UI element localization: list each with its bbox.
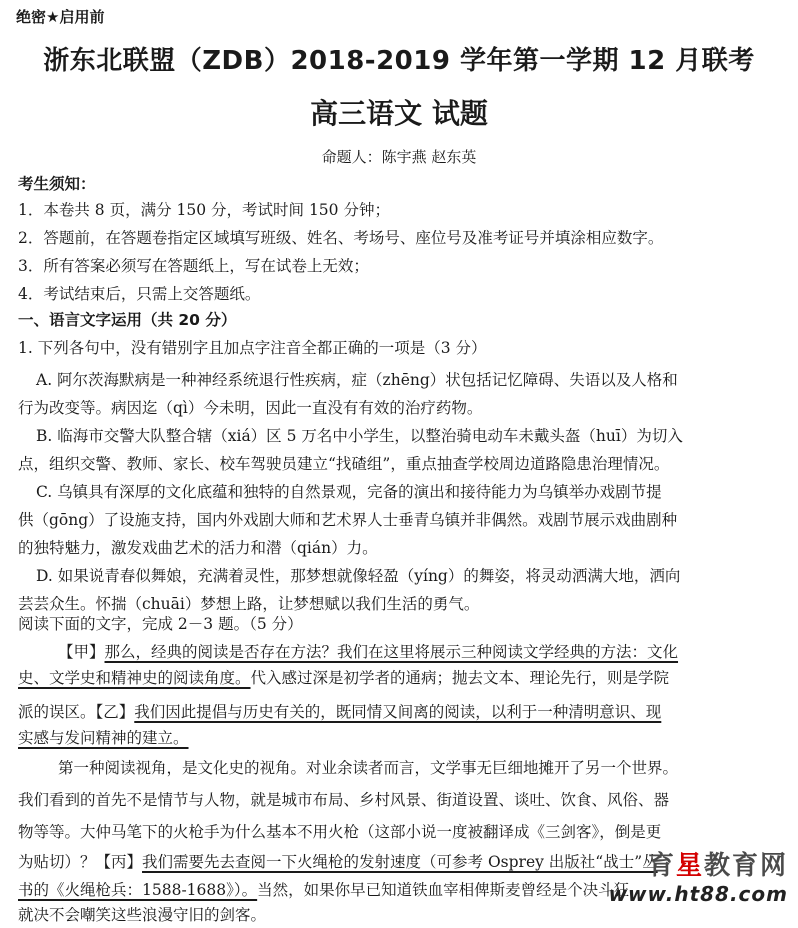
passage-line	[18, 700, 661, 722]
option-c-line3: 的独特魅力，激发戏曲艺术的活力和潜（qián）力。	[18, 539, 378, 557]
underlined-sentence-jia: 那么，经典的阅读是否存在方法？我们在这里将展示三种阅读文学经典的方法：文化	[104, 643, 679, 661]
passage-line	[18, 726, 189, 748]
passage-text: 派的误区。	[18, 703, 96, 721]
site-watermark	[609, 845, 788, 906]
underlined-sentence-jia-end: 史、文学史和精神史的阅读角度。	[18, 669, 251, 687]
option-a-line2: 行为改变等。病因迄（qì）今未明，因此一直没有有效的治疗药物。	[18, 399, 483, 417]
passage-text: 当然，如果你早已知道铁血宰相俾斯麦曾经是个决斗狂	[257, 881, 630, 899]
marker-bing: 【丙】	[95, 853, 143, 871]
underlined-sentence-yi-end: 实感与发问精神的建立。	[18, 729, 189, 747]
option-a-line1: A. 阿尔茨海默病是一种神经系统退行性疾病，症（zhēng）状包括记忆障碍、失语以及人格和	[36, 371, 678, 389]
watermark-url: www.ht88.com	[608, 882, 788, 906]
section-heading: 一、语言文字运用（共 20 分）	[18, 311, 237, 329]
notice-item: 1．本卷共 8 页，满分 150 分，考试时间 150 分钟；	[18, 201, 390, 219]
marker-yi: 【乙】	[95, 703, 135, 721]
option-b-line1: B. 临海市交警大队整合辖（xiá）区 5 万名中小学生，以整治骑电动车未戴头盔（huī）为切入	[36, 427, 683, 445]
underlined-sentence-bing-end: 书的《火绳枪兵：1588-1688》）。	[18, 881, 258, 899]
notice-item: 3．所有答案必须写在答题纸上，写在试卷上无效；	[18, 257, 369, 275]
author-line: 命题人：陈宇燕 赵东英	[321, 148, 477, 166]
passage-line	[18, 850, 658, 872]
confidential-label: 绝密★启用前	[16, 8, 105, 26]
reading-intro: 阅读下面的文字，完成 2－3 题。（5 分）	[18, 615, 303, 633]
notice-item: 2．答题前，在答题卷指定区域填写班级、姓名、考场号、座位号及准考证号并填涂相应数字。	[18, 229, 664, 247]
option-c-line2: 供（gōng）了设施支持，国内外戏剧大师和艺术界人士垂青乌镇并非偶然。戏剧节展示戏曲剧种	[18, 511, 678, 529]
passage-line	[18, 666, 669, 688]
passage-text: 代入感过深是初学者的通病；抛去文本、理论先行，则是学院	[250, 669, 670, 687]
option-d-line2: 芸芸众生。怀揣（chuāi）梦想上路，让梦想赋以我们生活的勇气。	[18, 595, 480, 613]
option-b-line2: 点，组织交警、教师、家长、校车驾驶员建立“找碴组”，重点抽查学校周边道路隐患治理情况。	[18, 455, 670, 473]
question-stem: 1. 下列各句中，没有错别字且加点字注音全都正确的一项是（3 分）	[18, 339, 487, 357]
underlined-sentence-bing: 我们需要先去查阅一下火绳枪的发射速度（可参考 Osprey 出版社“战士”丛	[142, 853, 658, 871]
exam-title: 浙东北联盟（ZDB）2018-2019 学年第一学期 12 月联考	[43, 46, 755, 76]
exam-subtitle: 高三语文 试题	[310, 97, 488, 130]
underlined-sentence-yi: 我们因此提倡与历史有关的，既同情又间离的阅读，以利于一种清明意识、现	[134, 703, 662, 721]
passage-line: 物等等。大仲马笔下的火枪手为什么基本不用火枪（这部小说一度被翻译成《三剑客》，倒是更	[18, 823, 662, 841]
option-d-line1: D. 如果说青春似舞娘，充满着灵性，那梦想就像轻盈（yíng）的舞姿，将灵动洒满大地，洒向	[36, 567, 681, 585]
marker-jia: 【甲】	[58, 643, 105, 661]
passage-line	[18, 878, 629, 900]
notice-heading: 考生须知：	[18, 175, 96, 193]
passage-text: 为贴切）？	[18, 853, 96, 871]
passage-line: 第一种阅读视角，是文化史的视角。对业余读者而言，文学事无巨细地摊开了另一个世界。	[58, 759, 679, 777]
passage-line: 就决不会嘲笑这些浪漫守旧的剑客。	[18, 906, 267, 924]
passage-line	[58, 640, 678, 662]
notice-item: 4．考试结束后，只需上交答题纸。	[18, 285, 261, 303]
passage-line: 我们看到的首先不是情节与人物，就是城市布局、乡村风景、街道设置、谈吐、饮食、风俗、器	[18, 791, 670, 809]
watermark-brand: 育星教育网	[647, 851, 788, 881]
option-c-line1: C. 乌镇具有深厚的文化底蕴和独特的自然景观，完备的演出和接待能力为乌镇举办戏剧节提	[36, 483, 662, 501]
